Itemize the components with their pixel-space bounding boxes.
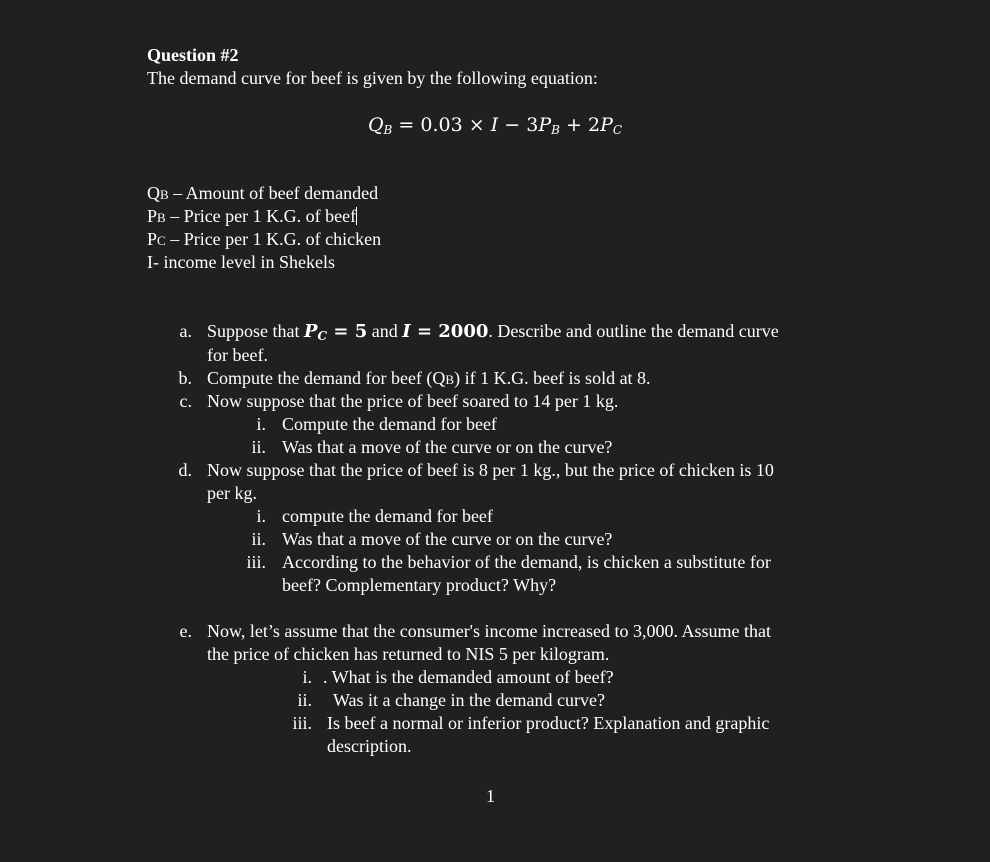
question-title: Question #2: [147, 45, 239, 65]
item-c-ii-marker: ii.: [251, 437, 266, 457]
item-e-marker: e.: [179, 621, 192, 641]
item-d-i-marker: i.: [256, 506, 266, 526]
item-b-text: Compute the demand for beef (QB) if 1 K.G. beef is sold at 8.: [207, 368, 651, 388]
definition-pb: PB – Price per 1 K.G. of beef: [147, 206, 357, 226]
page-number: 1: [486, 786, 495, 806]
item-d-line2: per kg.: [207, 483, 257, 503]
item-c-i-text: Compute the demand for beef: [282, 414, 497, 434]
item-e-i-marker: i.: [302, 667, 312, 687]
item-d-iii-marker: iii.: [246, 552, 266, 572]
item-d-iii-line1: According to the behavior of the demand, is chicken a substitute for: [282, 552, 771, 572]
item-d-line1: Now suppose that the price of beef is 8 per 1 kg., but the price of chicken is 10: [207, 460, 774, 480]
definition-pc: PC – Price per 1 K.G. of chicken: [147, 229, 382, 249]
item-e-iii-line1: Is beef a normal or inferior product? Explanation and graphic: [327, 713, 770, 733]
item-c-i-marker: i.: [256, 414, 266, 434]
item-a-marker: a.: [179, 321, 192, 341]
item-e-line1: Now, let’s assume that the consumer's income increased to 3,000. Assume that: [207, 621, 771, 641]
question-intro: The demand curve for beef is given by the following equation:: [147, 68, 598, 88]
definition-i: I- income level in Shekels: [147, 252, 335, 272]
item-b-marker: b.: [178, 368, 192, 388]
item-a-line1: Suppose that $P_C = 5$ and I = 2000. Describe and outline the demand curve: [207, 321, 779, 343]
item-d-marker: d.: [178, 460, 192, 480]
demand-equation: $Q_B = 0.03 \times I - 3P_B + 2P_C$: [367, 114, 623, 137]
item-d-ii-text: Was that a move of the curve or on the curve?: [282, 529, 613, 549]
text-cursor: [356, 207, 357, 225]
item-e-ii-text: Was it a change in the demand curve?: [333, 690, 605, 710]
item-e-ii-marker: ii.: [297, 690, 312, 710]
item-d-iii-line2: beef? Complementary product? Why?: [282, 575, 557, 595]
item-a-line2: for beef.: [207, 345, 268, 365]
item-c-ii-text: Was that a move of the curve or on the curve?: [282, 437, 613, 457]
definition-qb: QB – Amount of beef demanded: [147, 183, 379, 203]
item-c-marker: c.: [179, 391, 192, 411]
item-e-line2: the price of chicken has returned to NIS 5 per kilogram.: [207, 644, 610, 664]
item-e-i-text: . What is the demanded amount of beef?: [323, 667, 614, 687]
item-e-iii-line2: description.: [327, 736, 412, 756]
item-d-ii-marker: ii.: [251, 529, 266, 549]
item-d-i-text: compute the demand for beef: [282, 506, 493, 526]
item-c-text: Now suppose that the price of beef soared to 14 per 1 kg.: [207, 391, 619, 411]
item-e-iii-marker: iii.: [292, 713, 312, 733]
